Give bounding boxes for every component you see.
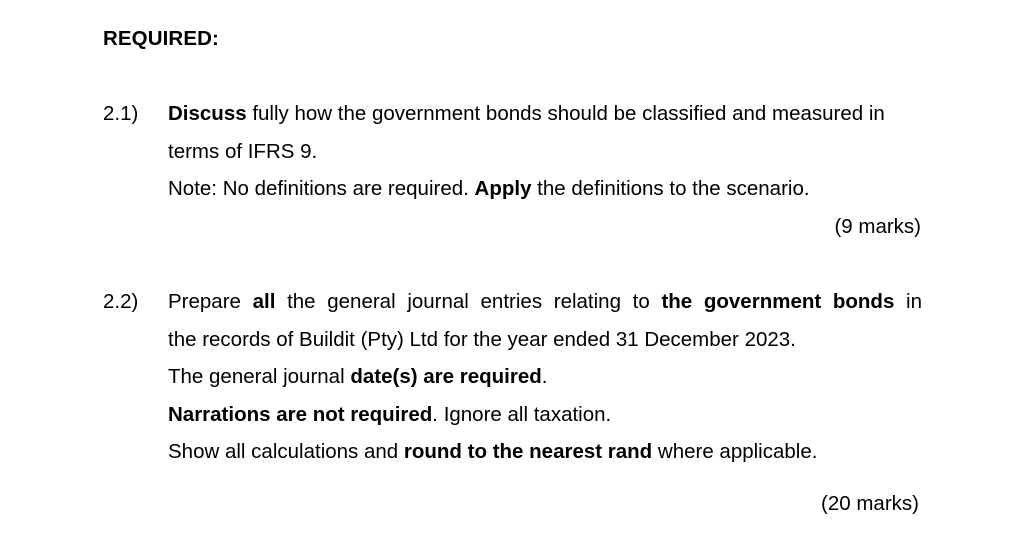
question-2-2-dates-required: date(s) are required: [350, 365, 542, 388]
question-2-2-line-1: [168, 290, 922, 314]
question-2-2-line-3-text-2: .: [541, 365, 548, 388]
question-2-2-line-4-text: . Ignore all taxation.: [432, 403, 612, 426]
question-2-1-note-text-1: Note: No definitions are required.: [168, 177, 475, 200]
question-2-2-line-1-text-3: in: [894, 290, 922, 313]
question-2-2-line-3: [168, 365, 922, 389]
question-2-2-line-5-text-2: where applicable.: [652, 440, 818, 463]
question-2-2-line-3-text-1: The general journal: [168, 365, 351, 388]
question-2-2-line-1-text-1: Prepare: [168, 290, 253, 313]
question-2-2-all: all: [252, 290, 276, 313]
question-2-1-note: [168, 177, 922, 201]
question-2-2-marks: (20 marks): [821, 492, 919, 515]
question-2-2-round-nearest-rand: round to the nearest rand: [403, 440, 653, 463]
question-2-1-line-1-text: fully how the government bonds should be classified and measured in: [246, 102, 885, 125]
question-2-2-line-1-text-2: the general journal entries relating to: [275, 290, 662, 313]
question-2-2-line-5: [168, 440, 922, 464]
question-2-2-government-bonds: the government bonds: [661, 290, 895, 313]
question-2-1-discuss: Discuss: [168, 102, 247, 125]
question-2-1-marks: (9 marks): [834, 215, 921, 238]
question-number-2-1: 2.1): [103, 102, 139, 125]
question-2-2-narrations-not-required: Narrations are not required: [168, 403, 433, 426]
question-2-1-line-2: terms of IFRS 9.: [168, 140, 318, 163]
question-2-1-note-text-2: the definitions to the scenario.: [531, 177, 810, 200]
question-2-1-apply: Apply: [474, 177, 532, 200]
question-2-2-line-2: the records of Buildit (Pty) Ltd for the year ended 31 December 2023.: [168, 328, 796, 351]
question-2-1-line-1: [168, 102, 922, 126]
question-2-2-line-4: [168, 403, 922, 427]
required-heading: REQUIRED:: [103, 27, 219, 50]
question-number-2-2: 2.2): [103, 290, 139, 313]
question-2-2-line-5-text-1: Show all calculations and: [168, 440, 404, 463]
